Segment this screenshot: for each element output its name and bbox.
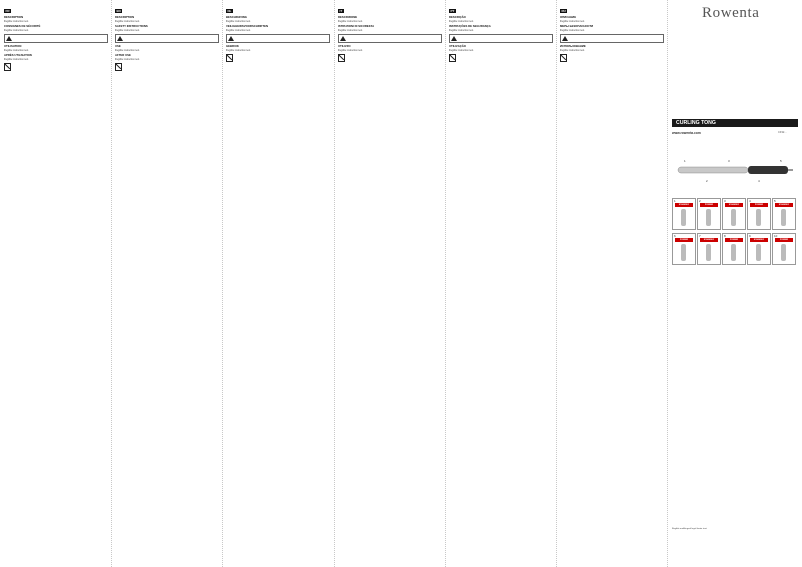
step-number: 5 <box>774 199 776 203</box>
fold-line <box>222 0 223 567</box>
language-badge: PT <box>450 9 455 13</box>
section-body: Illegible instruction text. <box>560 19 585 23</box>
diagram-callout-label: 3 <box>728 159 730 163</box>
fold-line <box>111 0 112 567</box>
usage-step <box>772 233 796 265</box>
section-title: DESCRIPTION <box>115 15 135 19</box>
instruction-column-fr <box>4 6 108 561</box>
crossed-bin-icon <box>338 54 345 62</box>
step-number: 10 <box>774 234 778 238</box>
section-body: Illegible instruction text. <box>449 48 474 52</box>
step-number: 2 <box>699 199 701 203</box>
step-number: 9 <box>749 234 751 238</box>
reference-code: CF32... <box>778 131 787 134</box>
section-title: ОПИСАНИЕ <box>560 15 577 19</box>
website-url: www.rowenta.com <box>672 131 701 135</box>
warning-box <box>338 34 442 43</box>
step-tag: STANDBY <box>775 203 793 207</box>
usage-step <box>747 198 771 230</box>
section-body: Illegible instruction text. <box>449 19 474 23</box>
step-tag: STANDBY <box>675 203 693 207</box>
warning-triangle-icon <box>451 36 457 41</box>
usage-step <box>722 233 746 265</box>
language-badge: EN <box>116 9 121 13</box>
curling-tong-icon <box>681 209 686 226</box>
brand-logo: Rowenta <box>702 5 760 21</box>
section-title: UTILISATION <box>4 44 22 48</box>
section-title: SAFETY INSTRUCTIONS <box>115 24 148 28</box>
step-number: 3 <box>724 199 726 203</box>
section-body: Illegible instruction text. <box>338 28 363 32</box>
section-title: ISTRUZIONI DI SICUREZZA <box>338 24 375 28</box>
section-body: Illegible instruction text. <box>4 19 29 23</box>
section-body: Illegible instruction text. <box>560 48 585 52</box>
crossed-bin-icon <box>4 63 11 71</box>
crossed-bin-icon <box>449 54 456 62</box>
crossed-bin-icon <box>560 54 567 62</box>
warning-triangle-icon <box>562 36 568 41</box>
section-body: Illegible instruction text. <box>226 48 251 52</box>
instruction-column-en <box>115 6 219 561</box>
product-diagram <box>676 156 794 184</box>
warning-box <box>560 34 664 43</box>
section-body: Illegible instruction text. <box>226 28 251 32</box>
step-number: 1 <box>674 199 676 203</box>
warning-triangle-icon <box>340 36 346 41</box>
warning-triangle-icon <box>117 36 123 41</box>
language-badge: NL <box>227 9 232 13</box>
section-title: DESCRIPTION <box>4 15 24 19</box>
section-body: Illegible instruction text. <box>115 28 140 32</box>
step-tag: STANDBY <box>700 238 718 242</box>
section-title: AFTER USE <box>115 53 131 57</box>
crossed-bin-icon <box>226 54 233 62</box>
curling-tong-icon <box>731 209 736 226</box>
step-tag: POWER <box>750 203 768 207</box>
section-title: GEBRUIK <box>226 44 239 48</box>
step-tag: POWER <box>775 238 793 242</box>
usage-step <box>722 198 746 230</box>
step-number: 7 <box>699 234 701 238</box>
curling-tong-icon <box>706 244 711 261</box>
diagram-callout-label: 4 <box>758 179 760 183</box>
usage-step <box>772 198 796 230</box>
step-tag: POWER <box>725 238 743 242</box>
product-name: CURLING TONG <box>676 120 716 126</box>
usage-step <box>697 233 721 265</box>
crossed-bin-icon <box>115 63 122 71</box>
instruction-column-nl <box>226 6 330 561</box>
cover-panel <box>668 0 802 567</box>
curling-tong-icon <box>756 244 761 261</box>
curling-tong-icon <box>681 244 686 261</box>
section-title: UTILIZAÇÃO <box>449 44 466 48</box>
warning-triangle-icon <box>228 36 234 41</box>
usage-steps <box>672 198 798 268</box>
warning-triangle-icon <box>6 36 12 41</box>
section-body: Illegible instruction text. <box>449 28 474 32</box>
usage-step <box>672 198 696 230</box>
section-title: APRÈS UTILISATION <box>4 53 32 57</box>
section-body: Illegible instruction text. <box>115 19 140 23</box>
curling-tong-icon <box>706 209 711 226</box>
diagram-callout-label: 5 <box>780 159 782 163</box>
section-title: ИСПОЛЬЗОВАНИЕ <box>560 44 586 48</box>
section-body: Illegible instruction text. <box>115 48 140 52</box>
warning-box <box>226 34 330 43</box>
curling-tong-icon <box>731 244 736 261</box>
product-title-bar <box>672 119 798 127</box>
instruction-column-pt <box>449 6 553 561</box>
instruction-column-ru <box>560 6 664 561</box>
curling-tong-icon <box>781 244 786 261</box>
section-body: Illegible instruction text. <box>338 19 363 23</box>
legal-footer: Illegible multilingual legal footer text. <box>672 528 708 530</box>
usage-step <box>672 233 696 265</box>
language-badge: IT <box>339 9 343 13</box>
section-body: Illegible instruction text. <box>4 28 29 32</box>
step-number: 8 <box>724 234 726 238</box>
step-tag: STANDBY <box>750 238 768 242</box>
section-body: Illegible instruction text. <box>338 48 363 52</box>
curling-tong-icon <box>781 209 786 226</box>
step-number: 6 <box>674 234 676 238</box>
section-body: Illegible instruction text. <box>115 57 140 61</box>
section-title: МЕРЫ БЕЗОПАСНОСТИ <box>560 24 594 28</box>
section-title: UTILIZZO <box>338 44 351 48</box>
section-title: CONSIGNES DE SÉCURITÉ <box>4 24 41 28</box>
instruction-column-it <box>338 6 442 561</box>
usage-step <box>747 233 771 265</box>
fold-line <box>334 0 335 567</box>
section-title: INSTRUÇÕES DE SEGURANÇA <box>449 24 491 28</box>
step-tag: STANDBY <box>725 203 743 207</box>
language-badge: RU <box>561 9 566 13</box>
fold-line <box>445 0 446 567</box>
usage-step <box>697 198 721 230</box>
step-number: 4 <box>749 199 751 203</box>
section-body: Illegible instruction text. <box>560 28 585 32</box>
handle-shape <box>748 166 788 174</box>
step-tag: POWER <box>700 203 718 207</box>
language-badge: FR <box>5 9 10 13</box>
section-body: Illegible instruction text. <box>226 19 251 23</box>
section-body: Illegible instruction text. <box>4 48 29 52</box>
diagram-callout-label: 1 <box>684 159 686 163</box>
section-title: VEILIGHEIDSVOORSCHRIFTEN <box>226 24 268 28</box>
step-tag: POWER <box>675 238 693 242</box>
curling-tong-icon <box>756 209 761 226</box>
warning-box <box>4 34 108 43</box>
diagram-callout-label: 2 <box>706 179 708 183</box>
section-title: DESCRIZIONE <box>338 15 358 19</box>
section-title: DESCRIÇÃO <box>449 15 466 19</box>
section-body: Illegible instruction text. <box>4 57 29 61</box>
warning-box <box>115 34 219 43</box>
barrel-shape <box>678 167 748 173</box>
section-title: USE <box>115 44 121 48</box>
section-title: BESCHRIJVING <box>226 15 247 19</box>
warning-box <box>449 34 553 43</box>
fold-line <box>556 0 557 567</box>
